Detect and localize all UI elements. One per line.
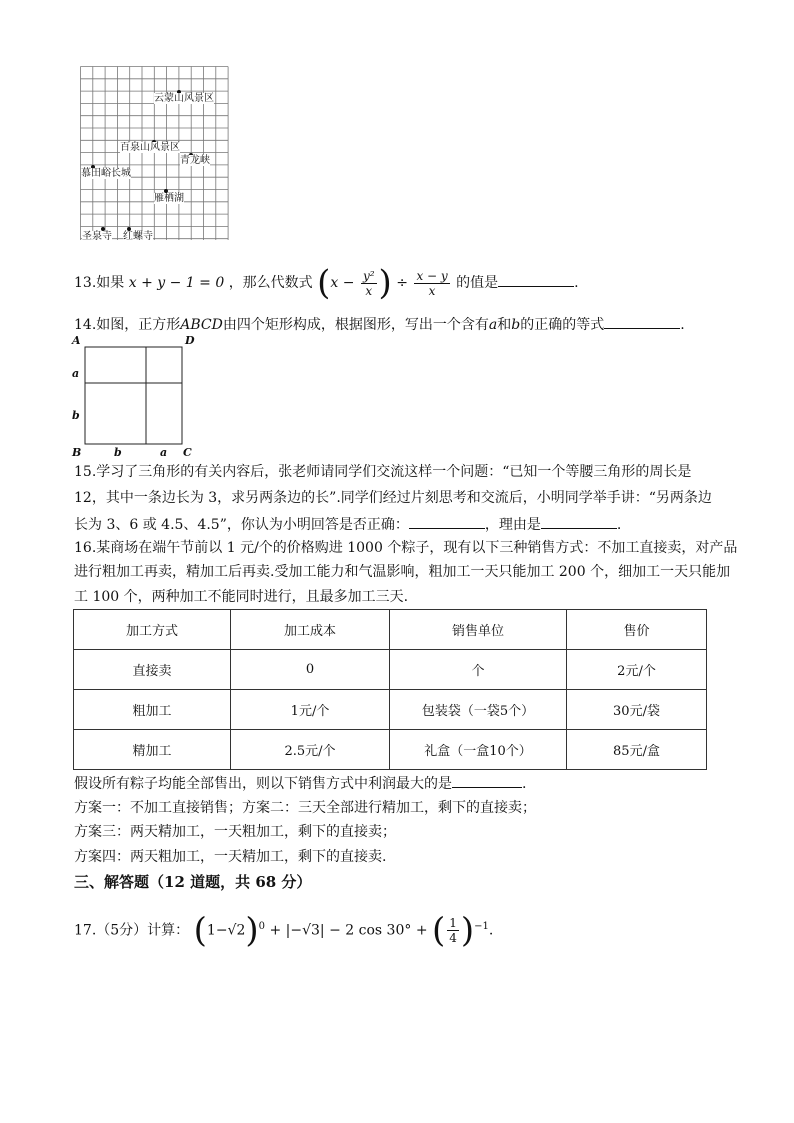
- q14-text-b: 由四个矩形构成，根据图形，写出一个含有: [222, 317, 489, 333]
- q17-abs: |−√3|: [285, 922, 325, 939]
- q13-fraction-2: [414, 269, 449, 298]
- vertex-label-d: D: [185, 334, 195, 347]
- q13-fraction-1: [361, 269, 377, 298]
- table-header: 加工方式: [74, 610, 231, 650]
- question-16-after: [74, 773, 526, 794]
- q17-exp-0: 0: [258, 921, 266, 932]
- table-cell: 0: [231, 650, 390, 690]
- q13-den2: x: [428, 283, 436, 298]
- vertex-label-b: B: [72, 446, 82, 459]
- table-cell: 精加工: [74, 730, 231, 770]
- table-cell: 1元/个: [231, 690, 390, 730]
- q15-text-a: 长为 3、6 或 4.5、4.5”，你认为小明回答是否正确：: [74, 517, 409, 533]
- q14-abcd: ABCD: [180, 317, 223, 333]
- vertex-label-c: C: [183, 446, 192, 459]
- q17-exp-neg1: −1: [474, 921, 489, 932]
- q16-after-text: 假设所有粽子均能全部售出，则以下销售方式中利润最大的是: [74, 776, 452, 792]
- q16-answer-blank[interactable]: [452, 773, 522, 788]
- q13-mid: ，那么代数式: [228, 275, 313, 291]
- q13-minus: −: [342, 275, 355, 291]
- table-cell: 礼盒（一盒10个）: [390, 730, 567, 770]
- map-label-qinglong: 青龙峡: [180, 155, 210, 166]
- q14-answer-blank[interactable]: [604, 314, 680, 329]
- question-16-line-1: 16.某商场在端午节前以 1 元/个的价格购进 1000 个粽子，现有以下三种销售方式：不加工直接卖，对产品: [74, 540, 738, 556]
- q17-den: 4: [449, 931, 457, 946]
- side-label-bottom-b: b: [114, 446, 122, 459]
- section-3-heading: 三、解答题（12 道题，共 68 分）: [74, 873, 312, 891]
- q13-num2: x − y: [416, 268, 448, 283]
- question-17: [74, 910, 494, 951]
- table-header: 售价: [567, 610, 707, 650]
- question-15-line-1: 15.学习了三角形的有关内容后，张老师请同学们交流这样一个问题：“已知一个等腰三角形的周长是: [74, 464, 692, 480]
- question-14: [74, 314, 685, 335]
- q13-divide: ÷: [396, 275, 408, 291]
- q13-prefix: 13.如果: [74, 275, 125, 291]
- vertex-label-a: A: [72, 334, 81, 347]
- q15-text-c: .: [616, 517, 622, 533]
- q14-a: a: [488, 317, 498, 333]
- plan-4: 方案四：两天粗加工，一天精加工，剩下的直接卖.: [74, 849, 387, 865]
- processing-table: [73, 609, 707, 770]
- q17-sqrt2: √2: [227, 922, 246, 939]
- map-label-shengquan: 圣泉寺: [82, 231, 112, 242]
- q17-one: 1: [206, 922, 216, 939]
- plan-1-2: 方案一：不加工直接销售；方案二：三天全部进行精加工，剩下的直接卖；: [74, 800, 536, 816]
- q13-den1: x: [365, 283, 373, 298]
- q14-text-c: 的正确的等式: [520, 317, 605, 333]
- question-16-line-3: 工 100 个，两种加工不能同时进行，且最多加工三天.: [74, 589, 409, 605]
- side-label-bottom-a: a: [160, 446, 168, 459]
- q17-frac-left-paren: (: [432, 910, 446, 951]
- q13-answer-blank[interactable]: [498, 272, 574, 287]
- table-cell: 包装袋（一袋5个）: [390, 690, 567, 730]
- side-label-left-b: b: [72, 409, 80, 422]
- map-label-baiquan: 百泉山风景区: [120, 142, 180, 153]
- q14-b: b: [511, 317, 521, 333]
- map-label-hongluo: 红螺寺: [123, 231, 153, 242]
- table-cell: 30元/袋: [567, 690, 707, 730]
- question-13: 13.如果 x + y − 1 = 0 ，那么代数式 (x − $\frac{\text{y²}}{x}$ ) ÷ $\frac{x - y}{x}$ 的值是 .: [74, 263, 579, 303]
- q16-after-end: .: [522, 776, 527, 792]
- q13-right-paren: ): [378, 263, 392, 303]
- table-row: [74, 690, 707, 730]
- table-cell: 粗加工: [74, 690, 231, 730]
- q17-num: 1: [449, 916, 457, 931]
- q15-answer-blank-1[interactable]: [409, 514, 485, 529]
- table-row: [74, 650, 707, 690]
- q17-right-paren: ): [245, 910, 259, 951]
- q15-text-b: ，理由是: [484, 517, 541, 533]
- question-16-line-2: 进行粗加工再卖，精加工后再卖.受加工能力和气温影响，粗加工一天只能加工 200 个，细加工一天只能加: [74, 564, 731, 580]
- q17-frac-right-paren: ): [460, 910, 475, 951]
- q14-and: 和: [497, 317, 512, 333]
- map-label-yanqi: 雁栖湖: [154, 193, 184, 204]
- q17-prefix: 17.（5分）计算：: [74, 922, 190, 939]
- q17-end: .: [488, 922, 494, 939]
- q17-minus: −: [215, 922, 228, 939]
- table-header-row: [74, 610, 707, 650]
- table-cell: 个: [390, 650, 567, 690]
- map-label-yunmeng: 云蒙山风景区: [154, 93, 214, 104]
- plan-3: 方案三：两天精加工，一天粗加工，剩下的直接卖；: [74, 824, 396, 840]
- q13-left-paren: (: [317, 263, 331, 303]
- question-15-line-3: [74, 514, 621, 535]
- table-cell: 2.5元/个: [231, 730, 390, 770]
- table-header: 加工成本: [231, 610, 390, 650]
- q13-condition: x + y − 1 = 0: [128, 275, 225, 291]
- question-15-line-2: 12，其中一条边长为 3，求另两条边的长”.同学们经过片刻思考和交流后，小明同学举手讲：“另两条边: [74, 490, 712, 506]
- q17-fraction: [447, 916, 459, 945]
- q17-left-paren: (: [193, 910, 207, 951]
- table-header: 销售单位: [390, 610, 567, 650]
- table-row: [74, 730, 707, 770]
- map-label-mutianyu: 慕田峪长城: [81, 168, 131, 179]
- q17-cos: − 2 cos 30° +: [329, 922, 428, 939]
- q15-answer-blank-2[interactable]: [541, 514, 617, 529]
- side-label-left-a: a: [72, 367, 80, 380]
- q14-text-a: 14.如图，正方形: [74, 317, 181, 333]
- table-cell: 2元/个: [567, 650, 707, 690]
- q13-x: x: [330, 275, 339, 291]
- table-cell: 直接卖: [74, 650, 231, 690]
- q13-suffix: 的值是: [456, 275, 499, 291]
- q14-end: .: [680, 317, 685, 333]
- q17-plus: +: [269, 922, 282, 939]
- q13-num1: y²: [362, 268, 375, 283]
- table-cell: 85元/盒: [567, 730, 707, 770]
- square-figure: [84, 346, 184, 446]
